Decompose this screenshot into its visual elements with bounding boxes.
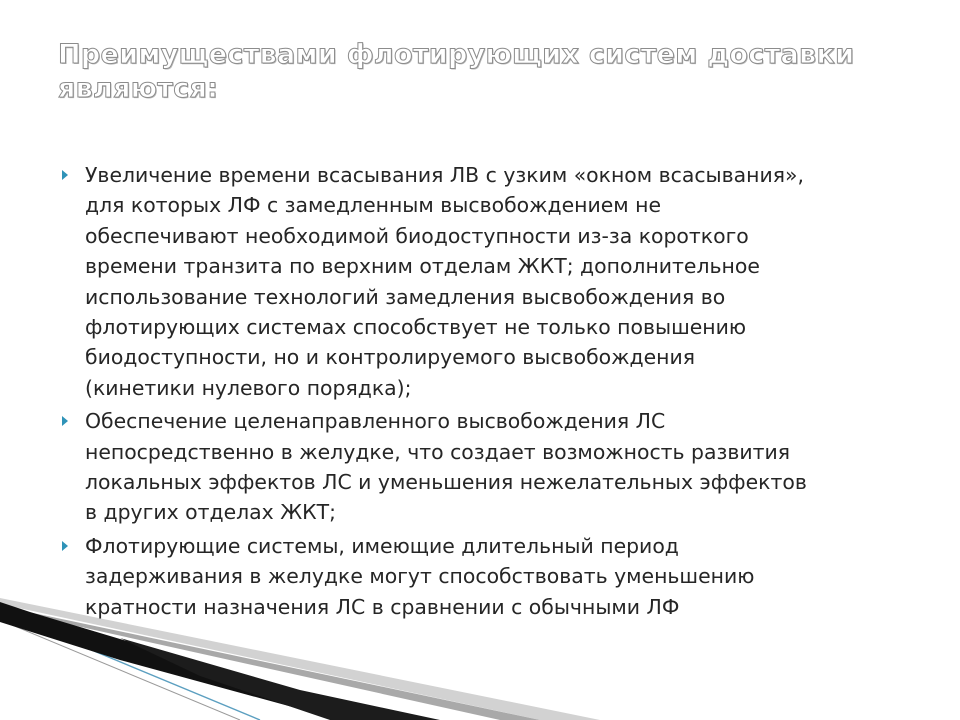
bullet-line: (кинетики нулевого порядка); <box>85 375 412 400</box>
bullet-line: Флотирующие системы, имеющие длительный период <box>85 533 679 558</box>
title-line: Преимуществами флотирующих систем доставки <box>58 39 855 70</box>
bullet-arrow-icon <box>62 416 68 426</box>
bullet-line: флотирующих системах способствует не только повышению <box>85 315 747 340</box>
title-line: являются: <box>58 73 219 104</box>
bullet-line: в других отделах ЖКТ; <box>85 500 336 525</box>
bullet-item <box>62 406 922 528</box>
bullet-line: Обеспечение целенаправленного высвобождения ЛС <box>85 409 666 434</box>
bullet-item <box>62 160 922 403</box>
bullet-line: непосредственно в желудке, что создает возможность развития <box>85 439 791 464</box>
bullet-line: кратности назначения ЛС в сравнении с обычными ЛФ <box>85 594 680 619</box>
bullet-arrow-icon <box>62 541 68 551</box>
bullet-line: локальных эффектов ЛС и уменьшения нежелательных эффектов <box>85 470 807 495</box>
bullet-line: Увеличение времени всасывания ЛВ с узким «окном всасывания», <box>85 163 804 187</box>
bullet-list <box>62 160 922 625</box>
bullet-line: обеспечивают необходимой биодоступности из-за короткого <box>85 223 749 248</box>
bullet-line: использование технологий замедления высвобождения во <box>85 284 726 309</box>
bullet-arrow-icon <box>62 170 68 180</box>
bullet-line: времени транзита по верхним отделам ЖКТ; дополнительное <box>85 254 760 279</box>
bullet-line: для которых ЛФ с замедленным высвобождением не <box>85 193 661 218</box>
bullet-line: биодоступности, но и контролируемого высвобождения <box>85 345 696 370</box>
bullet-item <box>62 531 922 622</box>
slide-title <box>58 38 918 106</box>
bullet-line: задерживания в желудке могут способствовать уменьшению <box>85 564 755 589</box>
